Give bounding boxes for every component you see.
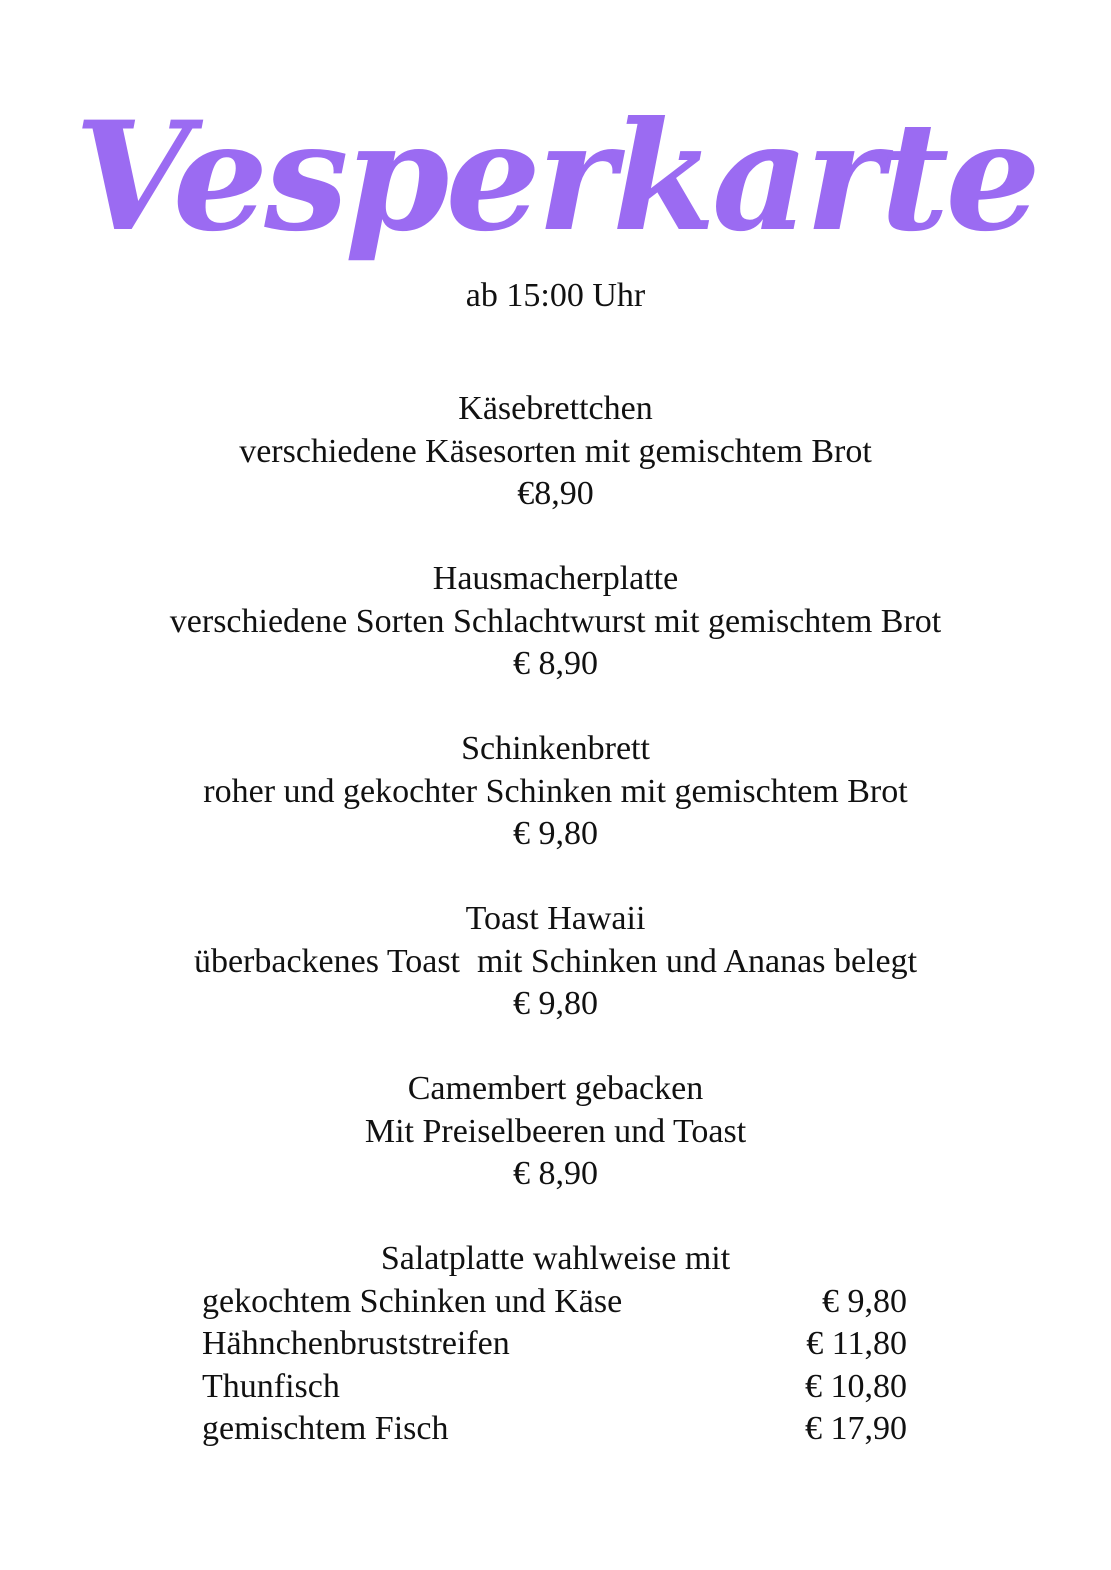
- item-name: Toast Hawaii: [465, 900, 646, 937]
- item-name: Käsebrettchen: [458, 390, 653, 427]
- salad-option-name: gekochtem Schinken und Käse: [202, 1282, 623, 1320]
- salad-option-price: € 17,90: [805, 1410, 907, 1447]
- item-price: € 9,80: [513, 985, 598, 1022]
- salad-option-name: Thunfisch: [202, 1367, 340, 1405]
- salad-option-price: € 11,80: [806, 1325, 907, 1362]
- salad-option: [0, 1366, 1111, 1409]
- menu-title: Vesperkarte: [74, 89, 1037, 265]
- item-description: roher und gekochter Schinken mit gemischtem Brot: [203, 772, 908, 810]
- salad-option-name: gemischtem Fisch: [202, 1410, 449, 1447]
- salad-option: [0, 1408, 1111, 1451]
- salad-heading: Salatplatte wahlweise mit: [380, 1240, 731, 1277]
- item-name: Schinkenbrett: [461, 730, 650, 767]
- item-description: Mit Preiselbeeren und Toast: [364, 1112, 747, 1150]
- item-name: Hausmacherplatte: [432, 560, 679, 597]
- salad-option: [0, 1281, 1111, 1324]
- item-description: verschiedene Sorten Schlachtwurst mit gemischtem Brot: [169, 602, 942, 640]
- menu-item-toast-hawaii: [0, 898, 1111, 1068]
- item-description: überbackenes Toast mit Schinken und Ananas belegt: [193, 942, 918, 980]
- menu-item-camembert: [0, 1068, 1111, 1238]
- menu-items: [0, 388, 1111, 1238]
- item-name: Camembert gebacken: [407, 1070, 704, 1107]
- salad-option-price: € 10,80: [805, 1367, 907, 1405]
- salad-option-price: € 9,80: [822, 1282, 907, 1320]
- item-price: €8,90: [517, 475, 594, 512]
- menu-item-schinkenbrett: [0, 728, 1111, 898]
- menu-item-hausmacherplatte: [0, 558, 1111, 728]
- salad-section: [0, 1238, 1111, 1451]
- item-price: € 9,80: [513, 815, 598, 852]
- item-description: verschiedene Käsesorten mit gemischtem Brot: [239, 432, 872, 470]
- salad-option-name: Hähnchenbruststreifen: [202, 1325, 510, 1362]
- menu-item-kaesebrettchen: [0, 388, 1111, 558]
- item-price: € 8,90: [513, 1155, 598, 1192]
- item-price: € 8,90: [513, 645, 598, 682]
- salad-option: [0, 1323, 1111, 1366]
- serving-time: ab 15:00 Uhr: [465, 277, 646, 314]
